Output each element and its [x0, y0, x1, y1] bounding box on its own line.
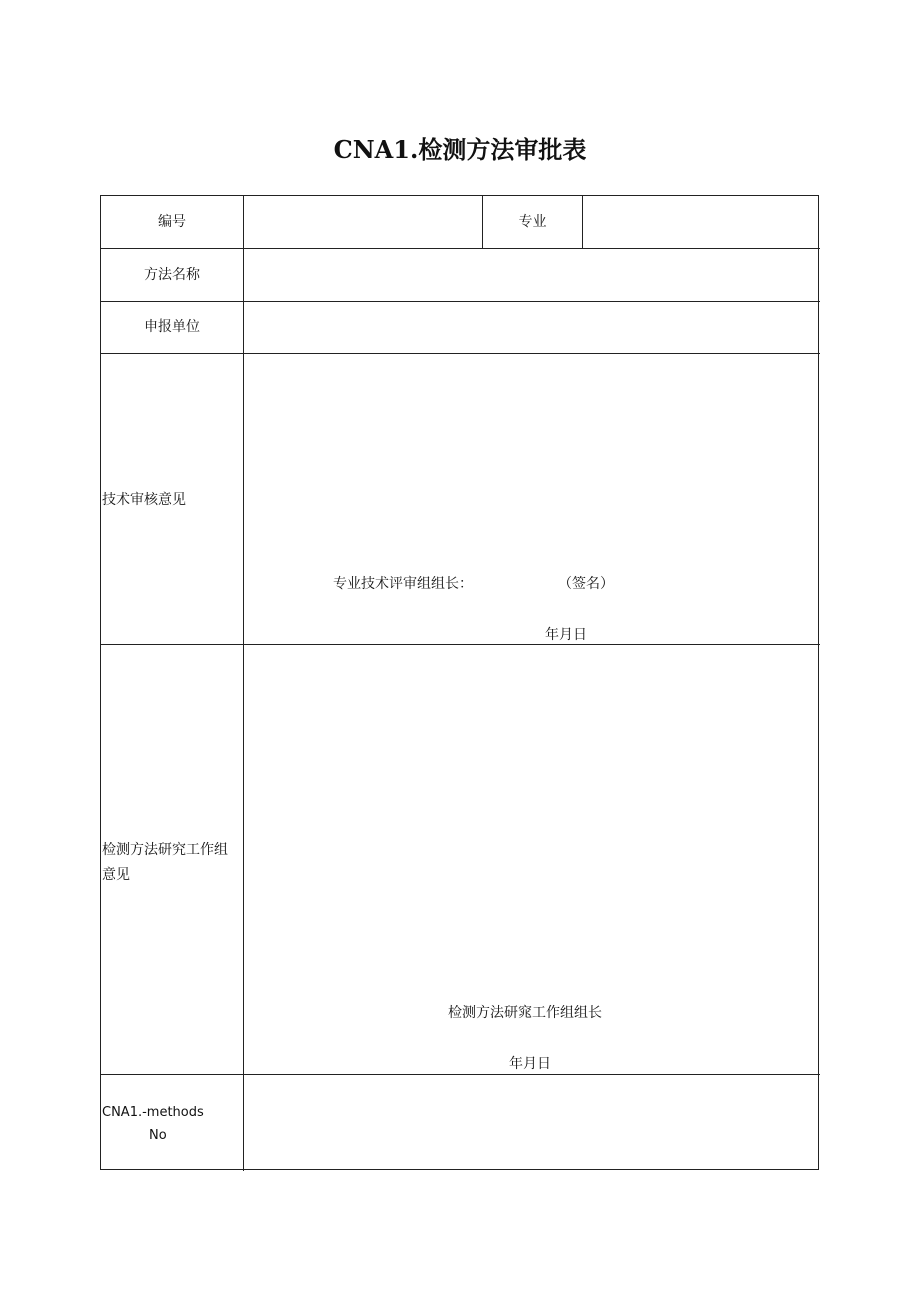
- tech-review-label: 技术审核意见: [102, 492, 186, 508]
- tech-review-date: 年月日: [545, 627, 587, 643]
- methods-no-label-line2: No: [149, 1128, 167, 1143]
- applicant-unit-label: 申报单位: [144, 319, 200, 335]
- tech-review-signature-note: （签名）: [558, 576, 614, 592]
- methods-no-label-line1: CNA1.-methods: [102, 1105, 204, 1120]
- working-group-signer-label: 检测方法研窕工作组组长: [448, 1005, 602, 1021]
- working-group-date: 年月日: [509, 1056, 551, 1072]
- method-name-label: 方法名称: [144, 267, 200, 283]
- working-group-label-line1: 检测方法研究工作组: [102, 842, 228, 858]
- tech-review-opinion-field[interactable]: [244, 354, 819, 564]
- specialty-field[interactable]: [583, 196, 819, 248]
- method-name-field[interactable]: [244, 249, 819, 301]
- applicant-unit-field[interactable]: [244, 302, 819, 353]
- methods-no-field[interactable]: [244, 1075, 819, 1169]
- working-group-label-line2: 意见: [102, 867, 130, 883]
- working-group-opinion-field[interactable]: [244, 645, 819, 985]
- tech-review-signer-label: 专业技术评审组组长：: [333, 576, 473, 592]
- number-field[interactable]: [244, 196, 482, 248]
- specialty-label: 专业: [518, 214, 547, 230]
- approval-form: [100, 195, 819, 1170]
- page-title: CNA1.检测方法审批表: [333, 135, 587, 164]
- number-label: 编号: [158, 214, 186, 230]
